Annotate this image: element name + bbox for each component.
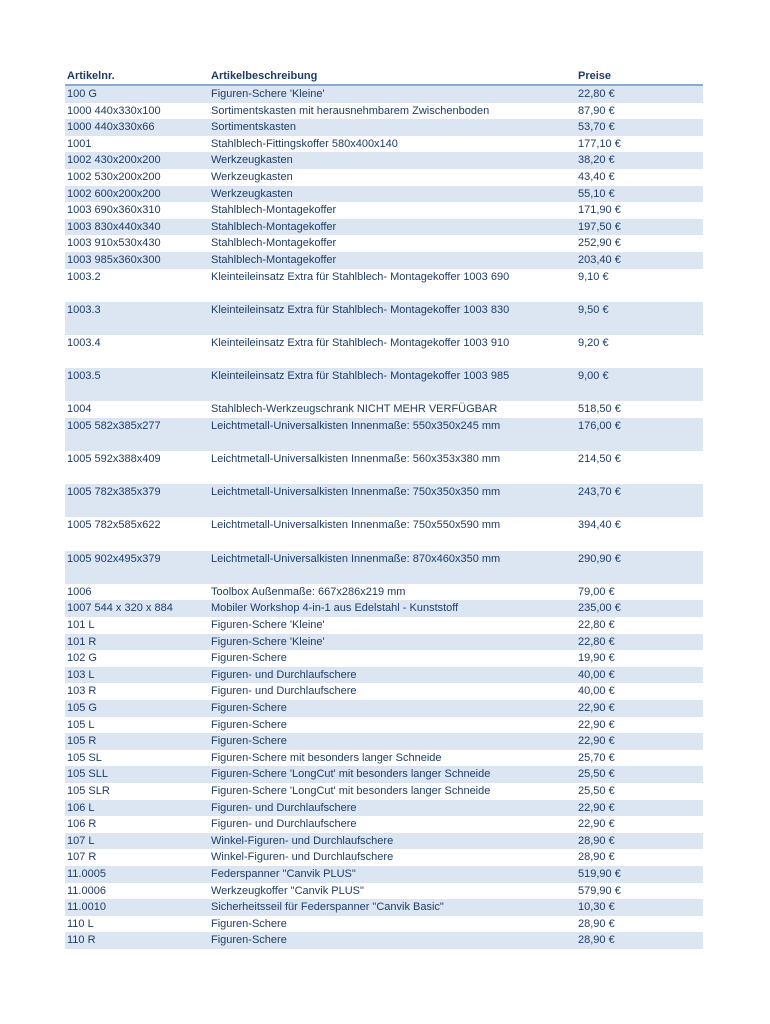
table-row [65,717,703,734]
table-row [65,119,703,136]
table-row [65,202,703,219]
cell-price: 22,90 € [576,800,703,817]
table-row [65,866,703,883]
cell-article-description: Leichtmetall-Universalkisten Innenmaße: 870x460x350 mm [209,551,576,584]
cell-article-description: Kleinteileinsatz Extra für Stahlblech- Montagekoffer 1003 830 [209,302,576,335]
cell-price: 177,10 € [578,137,621,150]
cell-article-number: 1004 [67,403,92,416]
cell-article-description: Figuren-Schere 'Kleine' [209,634,576,651]
table-row [65,617,703,634]
table-row [65,733,703,750]
cell-price: 197,50 € [576,219,703,236]
cell-article-description: Werkzeugkasten [209,186,576,203]
cell-price: 28,90 € [576,833,703,850]
cell-price: 25,70 € [578,751,615,764]
cell-article-description: Figuren- und Durchlaufschere [211,685,357,698]
table-row [65,816,703,833]
cell-article-number: 107 L [65,833,209,850]
cell-article-number: 100 G [65,85,209,103]
cell-article-number: 1000 440x330x66 [65,119,209,136]
cell-article-number: 1002 600x200x200 [65,186,209,203]
cell-price: 38,20 € [576,152,703,169]
table-row [65,584,703,601]
price-list-table [65,68,703,949]
cell-article-number: 1005 582x385x277 [65,418,209,451]
cell-article-description: Figuren-Schere 'Kleine' [209,85,576,103]
cell-article-number: 1007 544 x 320 x 884 [65,600,209,617]
cell-article-description: Werkzeugkasten [211,170,293,183]
cell-article-number: 1000 440x330x100 [67,104,161,117]
cell-price: 235,00 € [576,600,703,617]
table-header [65,68,703,85]
cell-article-number: 1006 [67,585,92,598]
cell-article-description: Figuren- und Durchlaufschere [209,667,576,684]
cell-price: 9,50 € [576,302,703,335]
cell-price: 9,20 € [578,336,609,349]
cell-price: 53,70 € [576,119,703,136]
cell-article-description: Leichtmetall-Universalkisten Innenmaße: 560x353x380 mm [211,453,501,466]
cell-article-description: Stahlblech-Montagekoffer [211,204,337,217]
cell-article-number: 105 SLR [67,784,110,797]
cell-price: 394,40 € [578,519,621,532]
cell-article-description: Leichtmetall-Universalkisten Innenmaße: 750x550x590 mm [211,519,501,532]
cell-price: 22,90 € [576,700,703,717]
cell-article-number: 1003.2 [67,270,101,283]
cell-article-number: 105 SL [67,751,102,764]
cell-price: 25,50 € [578,784,615,797]
table-row [65,750,703,767]
cell-article-number: 101 L [67,619,95,631]
cell-price: 19,90 € [578,652,615,665]
cell-article-description: Stahlblech-Fittingskoffer 580x400x140 [211,137,398,150]
cell-price: 9,10 € [578,270,609,283]
cell-article-description: Federspanner "Canvik PLUS" [209,866,576,883]
cell-article-description: Kleinteileinsatz Extra für Stahlblech- Montagekoffer 1003 690 [211,270,510,283]
table-row [65,700,703,717]
cell-price: 214,50 € [578,453,621,466]
cell-article-number: 1003 830x440x340 [65,219,209,236]
cell-article-number: 102 G [67,652,97,665]
cell-article-description: Sortimentskasten mit herausnehmbarem Zwischenboden [211,104,490,117]
table-row [65,85,703,103]
header-row [65,68,703,85]
cell-price: 171,90 € [578,204,621,217]
cell-article-description: Figuren- und Durchlaufschere [209,800,576,817]
cell-article-description: Stahlblech-Montagekoffer [211,237,337,250]
cell-article-number: 1003.4 [67,336,101,349]
cell-price: 518,50 € [578,403,621,416]
cell-article-number: 110 L [67,917,94,930]
table-row [65,252,703,269]
cell-article-number: 105 G [65,700,209,717]
cell-price: 79,00 € [578,585,615,598]
cell-article-number: 1003 985x360x300 [65,252,209,269]
table-row [65,849,703,866]
cell-article-description: Werkzeugkasten [209,152,576,169]
cell-article-number: 1003.3 [65,302,209,335]
cell-price: 22,80 € [578,619,615,631]
table-row [65,899,703,916]
table-row [65,451,703,484]
cell-article-description: Figuren- und Durchlaufschere [211,818,357,831]
cell-price: 519,90 € [576,866,703,883]
cell-price: 87,90 € [578,104,615,117]
cell-price: 25,50 € [576,766,703,783]
cell-article-number: 1001 [67,137,92,150]
table-row [65,634,703,651]
cell-article-number: 106 R [67,818,97,831]
cell-article-number: 107 R [67,851,97,864]
cell-article-number: 105 R [65,733,209,750]
table-row [65,833,703,850]
cell-price: 9,00 € [576,368,703,401]
table-row [65,600,703,617]
cell-article-description: Sortimentskasten [209,119,576,136]
cell-article-number: 1003.5 [65,368,209,401]
cell-price: 28,90 € [578,917,615,930]
cell-article-number: 101 R [65,634,209,651]
cell-article-number: 1005 902x495x379 [65,551,209,584]
cell-price: 22,90 € [578,718,615,731]
cell-article-number: 11.0010 [65,899,209,916]
cell-article-number: 11.0005 [65,866,209,883]
cell-article-description: Figuren-Schere [211,652,287,665]
cell-article-description: Kleinteileinsatz Extra für Stahlblech- Montagekoffer 1003 985 [209,368,576,401]
cell-article-description: Winkel-Figuren- und Durchlaufschere [211,851,394,864]
table-row [65,219,703,236]
cell-price: 252,90 € [578,237,621,250]
header-article-number: Artikelnr. [65,68,209,85]
cell-article-description: Figuren-Schere mit besonders langer Schneide [211,751,442,764]
cell-price: 22,80 € [576,85,703,103]
table-row [65,401,703,418]
cell-article-number: 1005 782x585x622 [67,519,161,532]
cell-price: 40,00 € [578,685,615,698]
cell-article-number: 103 R [67,685,97,698]
cell-article-number: 106 L [65,800,209,817]
cell-price: 290,90 € [576,551,703,584]
cell-price: 43,40 € [578,170,615,183]
table-row [65,302,703,335]
cell-price: 22,90 € [576,733,703,750]
table-row [65,169,703,186]
table-row [65,800,703,817]
cell-price: 203,40 € [576,252,703,269]
cell-article-description: Figuren-Schere 'LongCut' mit besonders langer Schneide [209,766,576,783]
cell-price: 22,90 € [578,818,615,831]
cell-article-description: Figuren-Schere 'LongCut' mit besonders langer Schneide [211,784,491,797]
cell-price: 176,00 € [576,418,703,451]
cell-article-number: 1003 690x360x310 [67,204,161,217]
table-row [65,683,703,700]
table-row [65,517,703,550]
cell-price: 243,70 € [576,484,703,517]
cell-price: 22,80 € [576,634,703,651]
cell-article-description: Mobiler Workshop 4-in-1 aus Edelstahl - Kunststoff [209,600,576,617]
table-body [65,85,703,949]
table-row [65,916,703,933]
cell-article-description: Leichtmetall-Universalkisten Innenmaße: 750x350x350 mm [209,484,576,517]
cell-article-description: Figuren-Schere [209,733,576,750]
cell-article-description: Figuren-Schere [209,700,576,717]
cell-article-number: 1005 782x385x379 [65,484,209,517]
cell-price: 10,30 € [576,899,703,916]
table-row [65,551,703,584]
cell-price: 55,10 € [576,186,703,203]
table-row [65,335,703,368]
cell-article-number: 110 R [65,932,209,949]
cell-article-description: Stahlblech-Werkzeugschrank NICHT MEHR VERFÜGBAR [211,403,498,416]
cell-article-number: 1003 910x530x430 [67,237,161,250]
table-row [65,186,703,203]
table-row [65,650,703,667]
cell-article-description: Kleinteileinsatz Extra für Stahlblech- Montagekoffer 1003 910 [211,336,510,349]
cell-article-description: Figuren-Schere [211,917,287,930]
table-row [65,418,703,451]
cell-article-number: 11.0006 [67,884,106,897]
cell-article-description: Winkel-Figuren- und Durchlaufschere [209,833,576,850]
table-row [65,484,703,517]
cell-article-description: Leichtmetall-Universalkisten Innenmaße: 550x350x245 mm [209,418,576,451]
cell-article-description: Sicherheitsseil für Federspanner "Canvik Basic" [209,899,576,916]
table-row [65,766,703,783]
cell-article-number: 103 L [65,667,209,684]
cell-article-description: Figuren-Schere [209,932,576,949]
cell-article-number: 1002 530x200x200 [67,170,161,183]
cell-article-number: 1005 592x388x409 [67,453,161,466]
header-price: Preise [576,68,703,85]
cell-price: 28,90 € [576,932,703,949]
cell-price: 28,90 € [578,851,615,864]
cell-article-description: Stahlblech-Montagekoffer [209,252,576,269]
header-article-description: Artikelbeschreibung [209,68,576,85]
cell-article-number: 1002 430x200x200 [65,152,209,169]
cell-article-description: Stahlblech-Montagekoffer [209,219,576,236]
table-row [65,932,703,949]
table-row [65,269,703,302]
cell-article-number: 105 L [67,718,95,731]
table-row [65,667,703,684]
table-row [65,103,703,120]
table-row [65,136,703,153]
cell-article-description: Figuren-Schere [211,718,287,731]
table-row [65,368,703,401]
cell-article-description: Figuren-Schere 'Kleine' [211,619,325,631]
cell-price: 40,00 € [576,667,703,684]
cell-article-description: Werkzeugkoffer "Canvik PLUS" [211,884,364,897]
table-row [65,783,703,800]
table-row [65,235,703,252]
cell-article-description: Toolbox Außenmaße: 667x286x219 mm [211,585,406,598]
table-row [65,883,703,900]
cell-article-number: 105 SLL [65,766,209,783]
table-row [65,152,703,169]
cell-price: 579,90 € [578,884,621,897]
